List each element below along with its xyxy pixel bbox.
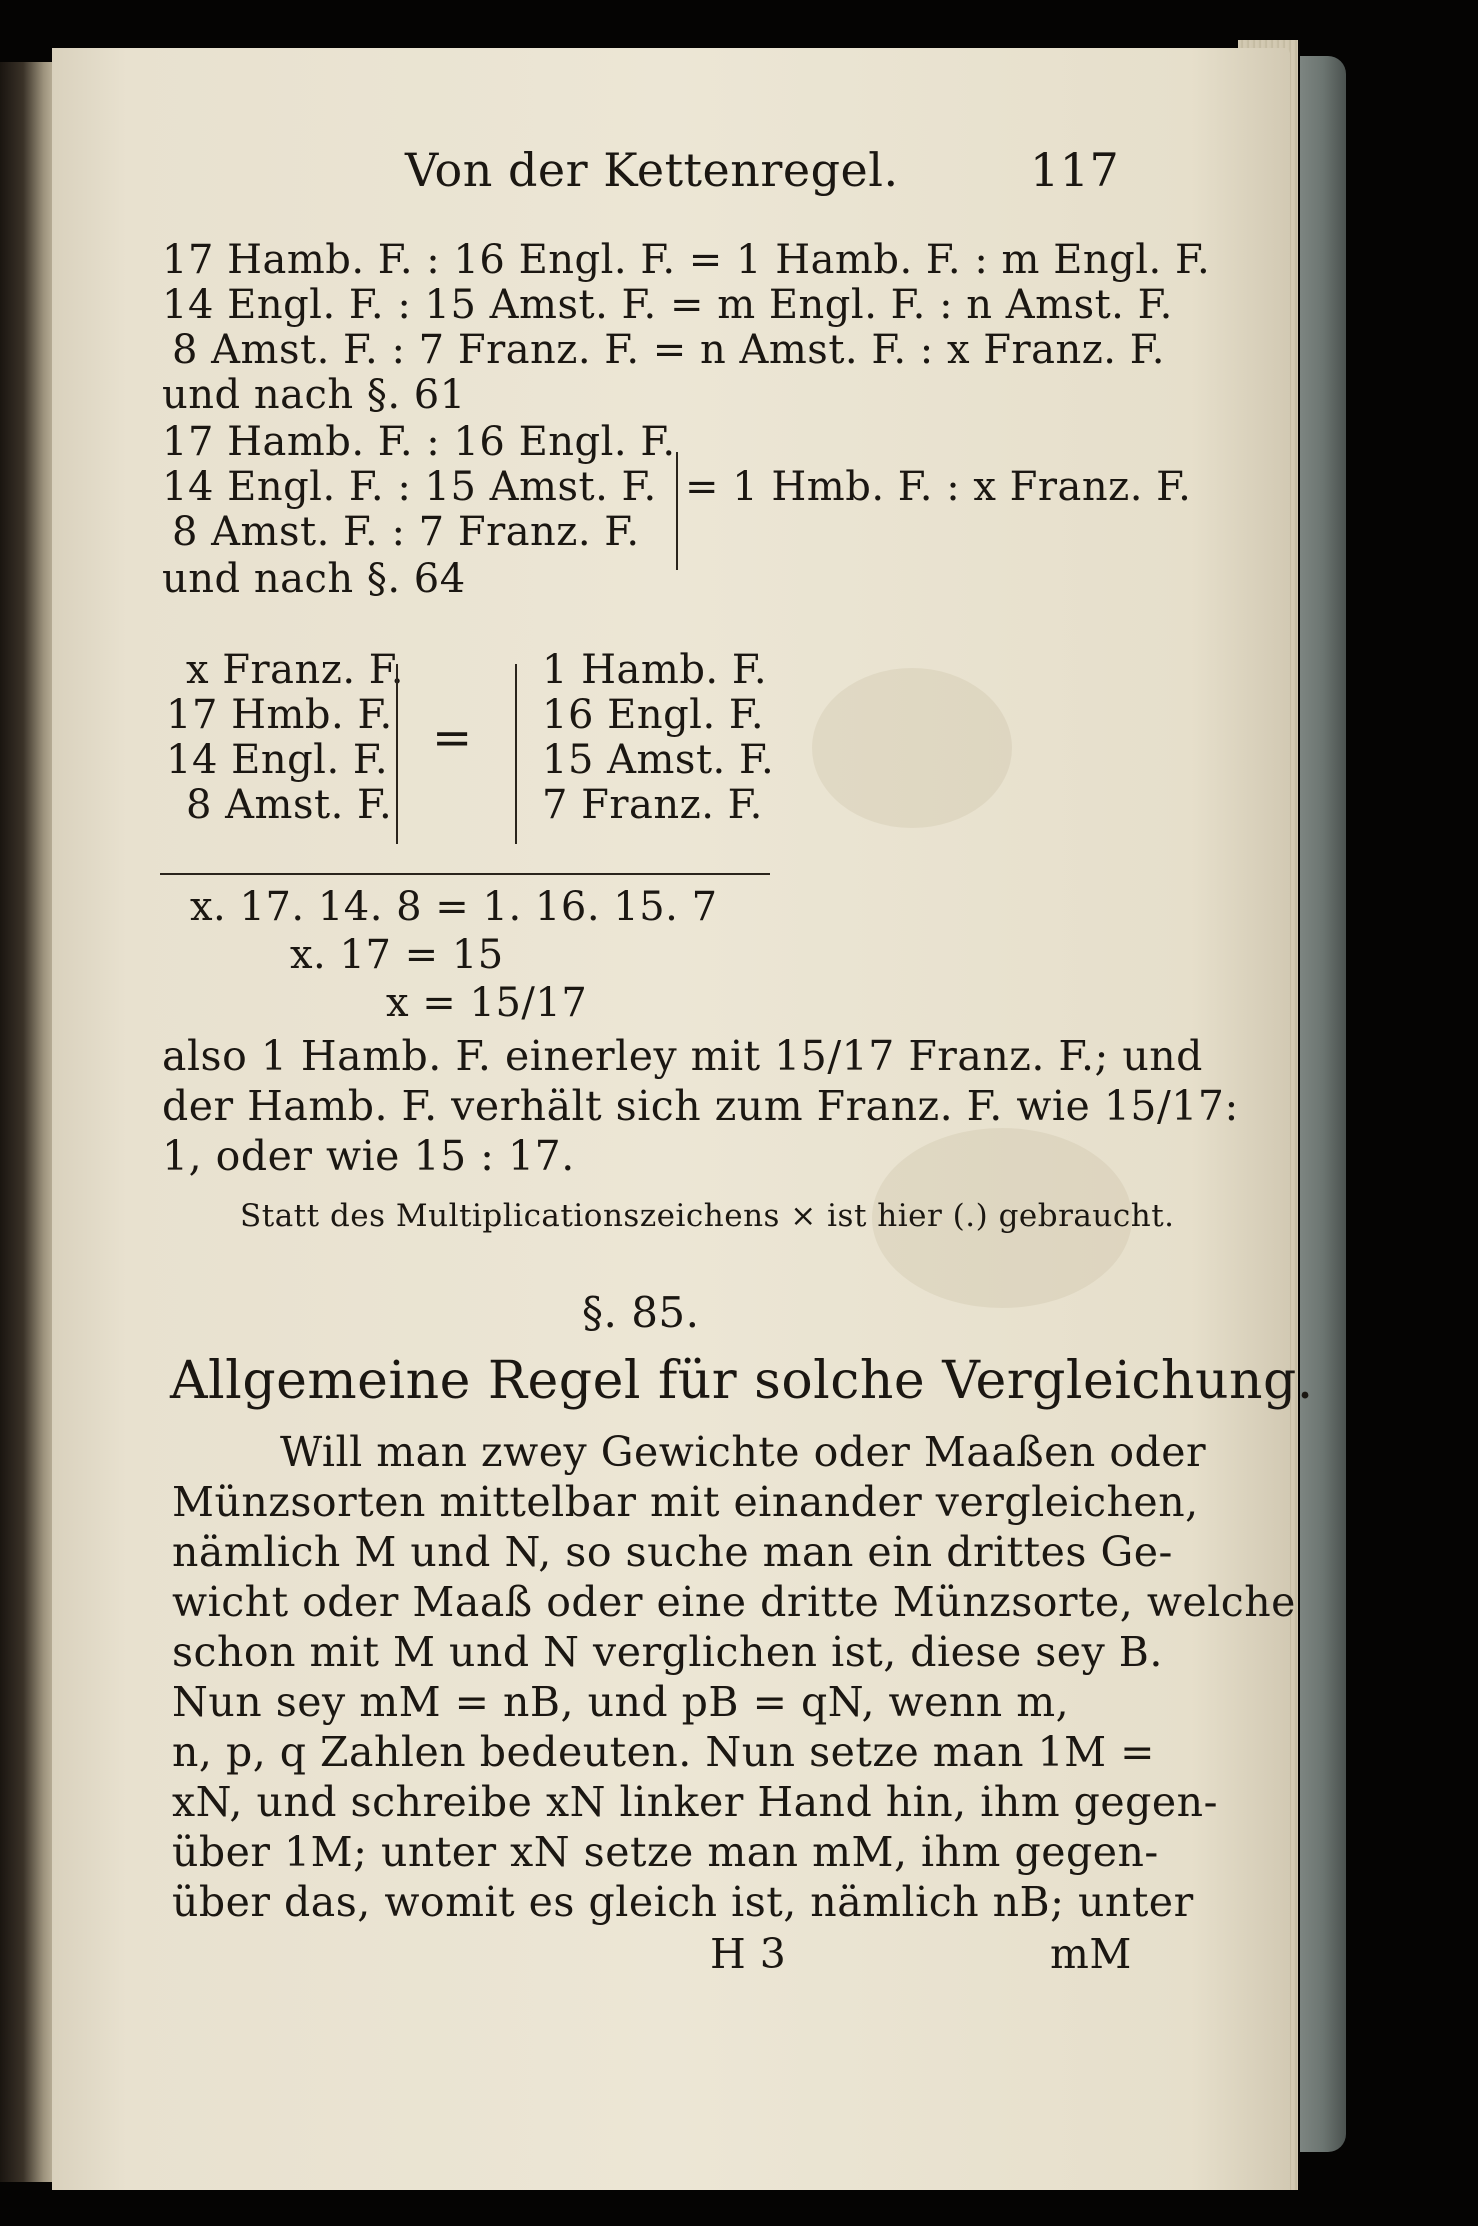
table-left-cell: 14 Engl. F.	[166, 737, 389, 783]
conclusion-line: der Hamb. F. verhält sich zum Franz. F. wie 15/17:	[162, 1082, 1239, 1130]
chain-line: 14 Engl. F. : 15 Amst. F.	[162, 464, 657, 510]
paragraph-line: Münzsorten mittelbar mit einander vergleichen,	[172, 1478, 1199, 1526]
calc-line: x = 15/17	[386, 980, 588, 1026]
bracket-right	[515, 664, 531, 844]
book-left-edge	[0, 62, 58, 2182]
chain-result: = 1 Hmb. F. : x Franz. F.	[685, 464, 1192, 510]
conclusion-line: also 1 Hamb. F. einerley mit 15/17 Franz. F.; und	[162, 1032, 1203, 1080]
paragraph-line: xN, und schreibe xN linker Hand hin, ihm gegen-	[172, 1778, 1218, 1826]
note-line: und nach §. 61	[162, 372, 466, 418]
signature-mark: H 3	[710, 1930, 787, 1978]
paragraph-line: Nun sey mM = nB, und pB = qN, wenn m,	[172, 1678, 1070, 1726]
paragraph-line: Will man zwey Gewichte oder Maaßen oder	[280, 1428, 1207, 1476]
chain-line: 8 Amst. F. : 7 Franz. F.	[172, 509, 640, 555]
section-heading: Allgemeine Regel für solche Vergleichung.	[170, 1351, 1314, 1411]
chain-line: 17 Hamb. F. : 16 Engl. F.	[162, 419, 676, 465]
note-line: und nach §. 64	[162, 556, 466, 602]
page-number: 117	[1030, 143, 1120, 197]
paragraph-line: schon mit M und N verglichen ist, diese sey B.	[172, 1628, 1163, 1676]
paragraph-line: n, p, q Zahlen bedeuten. Nun setze man 1M =	[172, 1728, 1155, 1776]
bracket-left	[382, 664, 398, 844]
calc-line: x. 17 = 15	[290, 932, 504, 978]
paragraph-line: nämlich M und N, so suche man ein drittes Ge-	[172, 1528, 1173, 1576]
table-left-cell: 8 Amst. F.	[186, 782, 393, 828]
table-rule	[160, 873, 770, 875]
equation-line: 17 Hamb. F. : 16 Engl. F. = 1 Hamb. F. : m Engl. F.	[162, 237, 1211, 283]
table-right-cell: 16 Engl. F.	[542, 692, 765, 738]
table-equals: =	[432, 710, 473, 766]
brace	[662, 452, 678, 570]
page-text	[150, 0, 1314, 2226]
table-right-cell: 15 Amst. F.	[542, 737, 775, 783]
book-cover-edge	[1300, 56, 1346, 2152]
calc-line: x. 17. 14. 8 = 1. 16. 15. 7	[190, 884, 718, 930]
equation-line: 8 Amst. F. : 7 Franz. F. = n Amst. F. : x Franz. F.	[172, 327, 1165, 373]
catchword: mM	[1050, 1930, 1132, 1978]
table-left-cell: 17 Hmb. F.	[166, 692, 393, 738]
footnote: Statt des Multiplicationszeichens × ist hier (.) gebraucht.	[240, 1198, 1175, 1234]
section-number: §. 85.	[582, 1288, 700, 1337]
paragraph-line: über das, womit es gleich ist, nämlich nB; unter	[172, 1878, 1194, 1926]
equation-line: 14 Engl. F. : 15 Amst. F. = m Engl. F. : n Amst. F.	[162, 282, 1173, 328]
table-right-cell: 1 Hamb. F.	[542, 647, 768, 693]
table-left-cell: x Franz. F.	[186, 647, 404, 693]
running-head: Von der Kettenregel.	[405, 143, 899, 197]
conclusion-line: 1, oder wie 15 : 17.	[162, 1132, 575, 1180]
paragraph-line: wicht oder Maaß oder eine dritte Münzsorte, welche	[172, 1578, 1296, 1626]
table-right-cell: 7 Franz. F.	[542, 782, 763, 828]
paragraph-line: über 1M; unter xN setze man mM, ihm gegen-	[172, 1828, 1159, 1876]
